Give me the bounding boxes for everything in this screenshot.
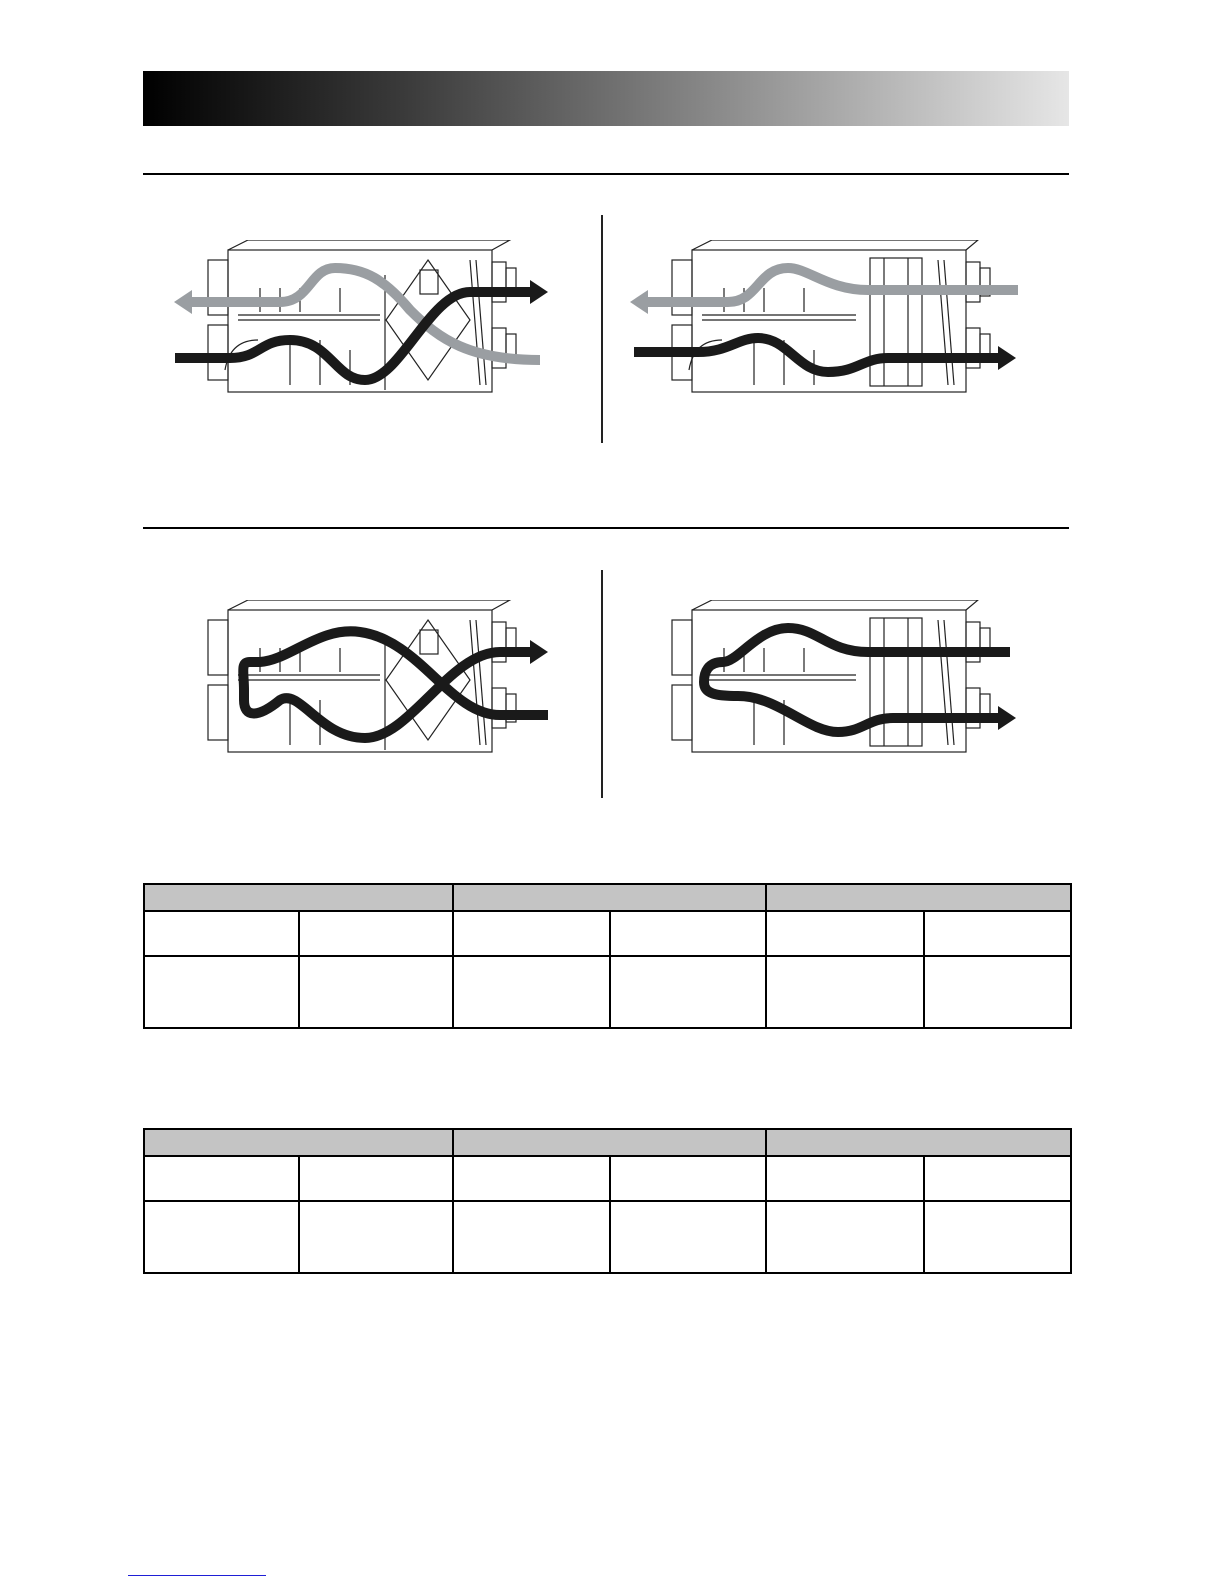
arrow-right-icon <box>530 640 548 664</box>
table-cell <box>924 956 1071 1028</box>
table-subheader-row <box>144 1156 1071 1201</box>
ventilation-unit-icon <box>170 600 560 760</box>
table-row <box>144 956 1071 1028</box>
table-subheader-cell <box>924 911 1071 956</box>
section-rule-1 <box>143 173 1069 175</box>
table-group-cell <box>453 884 766 911</box>
table-cell <box>766 1201 924 1273</box>
table-subheader-cell <box>766 1156 924 1201</box>
table-group-cell <box>766 884 1071 911</box>
column-divider <box>601 215 603 443</box>
arrow-right-icon <box>998 346 1016 370</box>
table-cell <box>610 956 766 1028</box>
table-subheader-cell <box>610 911 766 956</box>
table-cell <box>144 956 299 1028</box>
table-subheader-cell <box>144 911 299 956</box>
table-group-cell <box>766 1129 1071 1156</box>
dark-airflow-path <box>243 631 548 738</box>
table-cell <box>299 956 453 1028</box>
table-subheader-cell <box>453 911 610 956</box>
section-rule-2 <box>143 527 1069 529</box>
ventilation-unit-icon <box>170 240 560 400</box>
table-group-header <box>144 1129 1071 1156</box>
arrow-right-icon <box>998 706 1016 730</box>
table-group-cell <box>453 1129 766 1156</box>
table-cell <box>766 956 924 1028</box>
arrow-left-icon <box>174 290 192 314</box>
table-cell <box>144 1201 299 1273</box>
table-subheader-cell <box>453 1156 610 1201</box>
table-row <box>144 1201 1071 1273</box>
arrow-right-icon <box>530 280 548 304</box>
table-subheader-cell <box>299 911 453 956</box>
ventilation-unit-icon <box>628 600 1020 760</box>
table-cell <box>610 1201 766 1273</box>
table-group-cell <box>144 884 453 911</box>
table-group-cell <box>144 1129 453 1156</box>
table-group-header <box>144 884 1071 911</box>
arrow-left-icon <box>630 290 648 314</box>
spec-table-2 <box>143 1128 1072 1274</box>
table-subheader-cell <box>144 1156 299 1201</box>
table-cell <box>453 1201 610 1273</box>
table-cell <box>453 956 610 1028</box>
gray-airflow-path <box>190 268 540 360</box>
table-subheader-cell <box>299 1156 453 1201</box>
column-divider <box>601 570 603 798</box>
airflow-diagram-bypass <box>628 240 1020 400</box>
ventilation-unit-icon <box>628 240 1020 400</box>
table-cell <box>299 1201 453 1273</box>
airflow-diagram-recirculation-bypass <box>628 600 1020 760</box>
table-subheader-cell <box>610 1156 766 1201</box>
table-subheader-row <box>144 911 1071 956</box>
spec-table-1 <box>143 883 1072 1029</box>
footer-link-underline[interactable] <box>128 1575 266 1576</box>
table-subheader-cell <box>924 1156 1071 1201</box>
airflow-diagram-recirculation <box>170 600 560 760</box>
gray-airflow-path <box>648 268 1018 302</box>
title-banner <box>143 71 1069 126</box>
airflow-diagram-heat-exchange <box>170 240 560 400</box>
table-cell <box>924 1201 1071 1273</box>
table-subheader-cell <box>766 911 924 956</box>
